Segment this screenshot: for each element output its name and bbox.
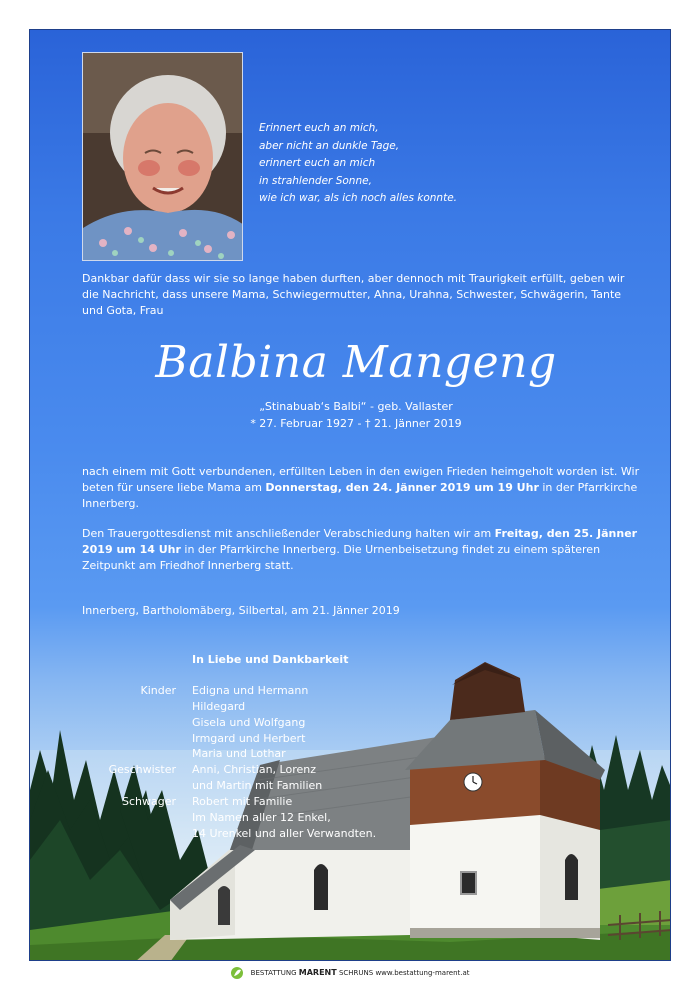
service-info-paragraph bbox=[82, 526, 642, 574]
mourner-names: und Martin mit Familien bbox=[192, 779, 323, 792]
footer-url-link[interactable]: www.bestattung-marent.at bbox=[375, 969, 470, 977]
prayer-date: Donnerstag, den 24. Jänner 2019 um 19 Uhr bbox=[265, 481, 539, 494]
mourner-row bbox=[30, 779, 671, 795]
mourner-names: Irmgard und Herbert bbox=[192, 732, 306, 745]
place-date-line: Innerberg, Bartholomäberg, Silbertal, am 21. Jänner 2019 bbox=[82, 604, 400, 617]
mourner-names: Gisela und Wolfgang bbox=[192, 716, 306, 729]
mourner-names: Hildegard bbox=[192, 700, 246, 713]
portrait-photo bbox=[82, 52, 243, 261]
poem-line: wie ich war, als ich noch alles konnte. bbox=[259, 192, 457, 204]
mourner-names: Maria und Lothar bbox=[192, 747, 286, 760]
nickname-line: „Stinabuab‘s Balbi“ - geb. Vallaster bbox=[259, 400, 453, 413]
mourner-row bbox=[30, 747, 671, 763]
mourner-row bbox=[30, 700, 671, 716]
mourner-names: Edigna und Hermann bbox=[192, 684, 309, 697]
mourner-row bbox=[30, 732, 671, 748]
mourner-row bbox=[30, 811, 671, 827]
poem-line: Erinnert euch an mich, bbox=[259, 122, 379, 134]
mourner-names: 14 Urenkel und aller Verwandten. bbox=[192, 827, 377, 840]
mourner-group-label: Kinder bbox=[140, 684, 176, 697]
mourner-row bbox=[30, 827, 671, 843]
paragraph-text: Den Trauergottesdienst mit anschließender Verabschiedung halten wir am bbox=[82, 527, 495, 540]
mourner-row bbox=[30, 684, 671, 700]
poem-line: erinnert euch an mich bbox=[259, 157, 376, 169]
intro-text: Dankbar dafür dass wir sie so lange haben durften, aber dennoch mit Traurigkeit erfüllt, geben wir die Nachricht, dass unsere Mama, Schwiegermutter, Ahna, Urahna, Schwester, Schwägerin, Tante und Gota, Frau bbox=[82, 272, 625, 317]
dates-line: * 27. Februar 1927 - † 21. Jänner 2019 bbox=[250, 417, 462, 430]
mourner-names: Anni, Christian, Lorenz bbox=[192, 763, 317, 776]
mourner-group-label: Schwager bbox=[121, 795, 176, 808]
mourner-row bbox=[30, 795, 671, 811]
memorial-poem bbox=[259, 120, 519, 208]
poem-line: aber nicht an dunkle Tage, bbox=[259, 139, 400, 152]
thanks-heading: In Liebe und Dankbarkeit bbox=[192, 653, 349, 666]
deceased-name: Balbina Mangeng bbox=[155, 337, 557, 388]
obituary-card bbox=[29, 29, 671, 961]
paragraph-text: in der Pfarrkirche Innerberg. Die Urnenbeisetzung findet zu einem späteren Zeitpunkt am Friedhof Innerberg statt. bbox=[82, 543, 601, 572]
mourner-names: Robert mit Familie bbox=[192, 795, 293, 808]
mourner-row bbox=[30, 716, 671, 732]
footer-brand-b: MARENT bbox=[298, 968, 337, 977]
footer-town: SCHRUNS bbox=[338, 969, 374, 977]
paragraph-text: in der Pfarrkirche Innerberg. bbox=[82, 481, 638, 510]
leaf-logo-icon bbox=[230, 966, 244, 980]
mourner-row bbox=[30, 763, 671, 779]
mourner-group-label: Geschwister bbox=[108, 763, 176, 776]
footer-brand-a: BESTATTUNG bbox=[250, 969, 297, 977]
poem-line: in strahlender Sonne, bbox=[259, 174, 372, 187]
service-date: Freitag, den 25. Jänner 2019 um 14 Uhr bbox=[82, 527, 638, 556]
mourner-names: Im Namen aller 12 Enkel, bbox=[192, 811, 331, 824]
footer bbox=[0, 963, 700, 983]
paragraph-text: nach einem mit Gott verbundenen, erfüllten Leben in den ewigen Frieden heimgeholt worden ist. Wir beten für unsere liebe Mama am bbox=[82, 465, 640, 494]
funeral-info-paragraph bbox=[82, 464, 642, 512]
